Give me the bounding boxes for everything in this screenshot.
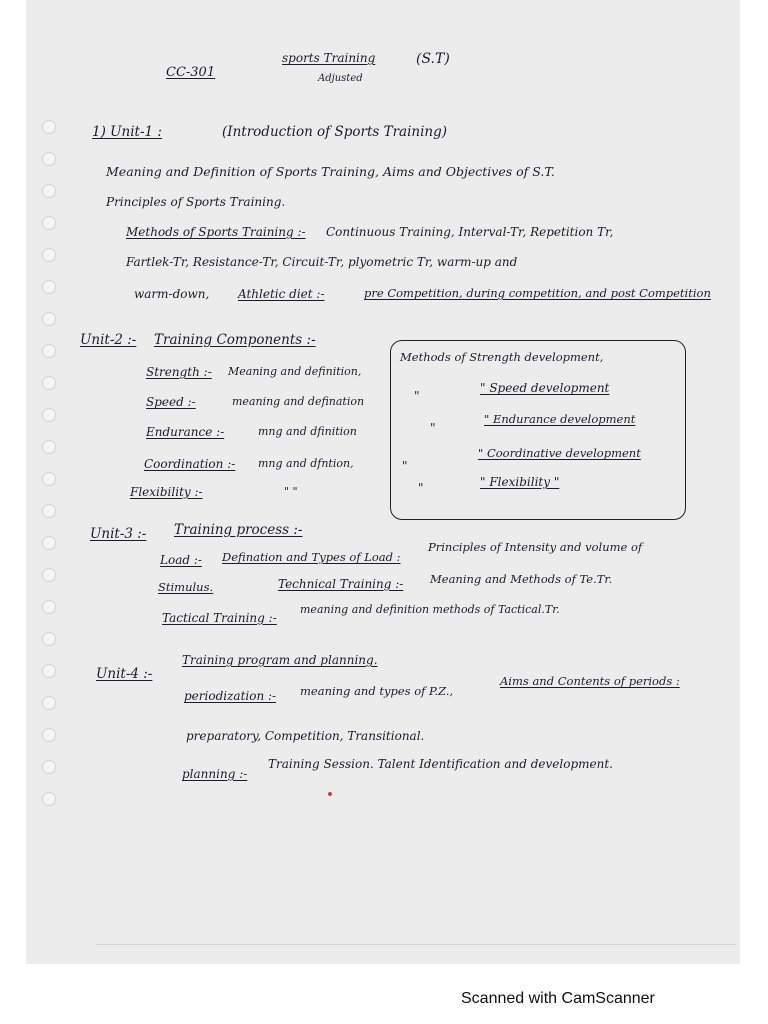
unit1-line1: Meaning and Definition of Sports Training, Aims and Objectives of S.T. bbox=[106, 164, 555, 179]
endurance-method-mark: " bbox=[430, 421, 436, 435]
load-label: Load :- bbox=[160, 553, 202, 567]
unit1-line4: Fartlek-Tr, Resistance-Tr, Circuit-Tr, plyometric Tr, warm-up and bbox=[126, 255, 518, 269]
binder-hole bbox=[42, 312, 56, 326]
periodization-phases: preparatory, Competition, Transitional. bbox=[186, 729, 425, 743]
binder-hole bbox=[42, 152, 56, 166]
course-subject: sports Training bbox=[282, 51, 376, 65]
binder-hole bbox=[42, 600, 56, 614]
binder-hole bbox=[42, 344, 56, 358]
strength-method: Methods of Strength development, bbox=[400, 350, 604, 364]
unit3-title: Training process :- bbox=[174, 522, 303, 538]
unit1-diet-label: Athletic diet :- bbox=[238, 287, 325, 301]
flexibility-label: Flexibility :- bbox=[130, 485, 203, 499]
course-subtitle: Adjusted bbox=[318, 73, 363, 84]
ink-dot bbox=[328, 792, 332, 796]
unit4-heading: Unit-4 :- bbox=[96, 666, 153, 682]
planning-label: planning :- bbox=[182, 767, 248, 781]
endurance-method: " Endurance development bbox=[484, 412, 636, 426]
load-definition: Defination and Types of Load : bbox=[222, 550, 401, 564]
binder-hole bbox=[42, 664, 56, 678]
binder-hole bbox=[42, 760, 56, 774]
tactical-training-text: meaning and definition methods of Tactical.Tr. bbox=[300, 603, 560, 616]
coordination-method-mark: " bbox=[402, 459, 408, 473]
speed-label: Speed :- bbox=[146, 395, 196, 409]
load-principles: Principles of Intensity and volume of bbox=[428, 540, 643, 554]
unit3-heading: Unit-3 :- bbox=[90, 526, 147, 542]
binder-hole bbox=[42, 568, 56, 582]
endurance-text: mng and dfinition bbox=[258, 425, 357, 438]
unit1-heading: 1) Unit-1 : bbox=[92, 124, 162, 140]
unit2-title: Training Components :- bbox=[154, 332, 316, 348]
flexibility-text: " " bbox=[284, 485, 298, 498]
periodization-label: periodization :- bbox=[184, 689, 277, 703]
technical-training-label: Technical Training :- bbox=[278, 577, 404, 591]
unit1-diet-text: pre Competition, during competition, and post Competition bbox=[364, 286, 711, 300]
scanned-page bbox=[26, 0, 740, 964]
binder-hole bbox=[42, 536, 56, 550]
strength-label: Strength :- bbox=[146, 365, 212, 379]
course-abbr: (S.T) bbox=[416, 51, 450, 67]
speed-method-mark: " bbox=[414, 389, 420, 403]
camscanner-watermark: Scanned with CamScanner bbox=[461, 990, 655, 1007]
planning-text: Training Session. Talent Identification and development. bbox=[268, 757, 613, 771]
binder-hole bbox=[42, 440, 56, 454]
coordination-text: mng and dfntion, bbox=[258, 457, 354, 470]
binder-hole bbox=[42, 184, 56, 198]
binder-hole bbox=[42, 376, 56, 390]
binder-hole bbox=[42, 696, 56, 710]
binder-hole bbox=[42, 280, 56, 294]
course-code: CC-301 bbox=[166, 65, 216, 80]
unit1-line2: Principles of Sports Training. bbox=[106, 195, 286, 209]
periodization-aims: Aims and Contents of periods : bbox=[500, 674, 680, 688]
coordination-method: " Coordinative development bbox=[478, 446, 641, 460]
flexibility-method: " Flexibility " bbox=[480, 475, 560, 489]
tactical-training-label: Tactical Training :- bbox=[162, 611, 277, 625]
page-edge-line bbox=[96, 944, 736, 945]
binder-hole bbox=[42, 120, 56, 134]
binder-hole bbox=[42, 248, 56, 262]
unit4-title: Training program and planning. bbox=[182, 653, 378, 667]
periodization-text: meaning and types of P.Z., bbox=[300, 684, 454, 698]
flexibility-method-mark: " bbox=[418, 481, 424, 495]
binder-hole bbox=[42, 216, 56, 230]
binder-hole bbox=[42, 792, 56, 806]
stimulus-text: Stimulus. bbox=[158, 580, 214, 594]
binder-hole bbox=[42, 632, 56, 646]
binder-holes bbox=[42, 120, 64, 820]
unit1-methods-label: Methods of Sports Training :- bbox=[126, 225, 306, 239]
speed-text: meaning and defination bbox=[232, 395, 365, 408]
technical-training-text: Meaning and Methods of Te.Tr. bbox=[430, 572, 613, 586]
unit1-title: (Introduction of Sports Training) bbox=[222, 124, 448, 140]
unit1-line5-a: warm-down, bbox=[134, 287, 210, 301]
endurance-label: Endurance :- bbox=[146, 425, 225, 439]
binder-hole bbox=[42, 472, 56, 486]
unit2-heading: Unit-2 :- bbox=[80, 332, 137, 348]
binder-hole bbox=[42, 408, 56, 422]
strength-text: Meaning and definition, bbox=[228, 365, 362, 378]
binder-hole bbox=[42, 728, 56, 742]
speed-method: " Speed development bbox=[480, 381, 610, 395]
binder-hole bbox=[42, 504, 56, 518]
coordination-label: Coordination :- bbox=[144, 457, 236, 471]
unit1-methods-text: Continuous Training, Interval-Tr, Repetition Tr, bbox=[326, 225, 614, 239]
